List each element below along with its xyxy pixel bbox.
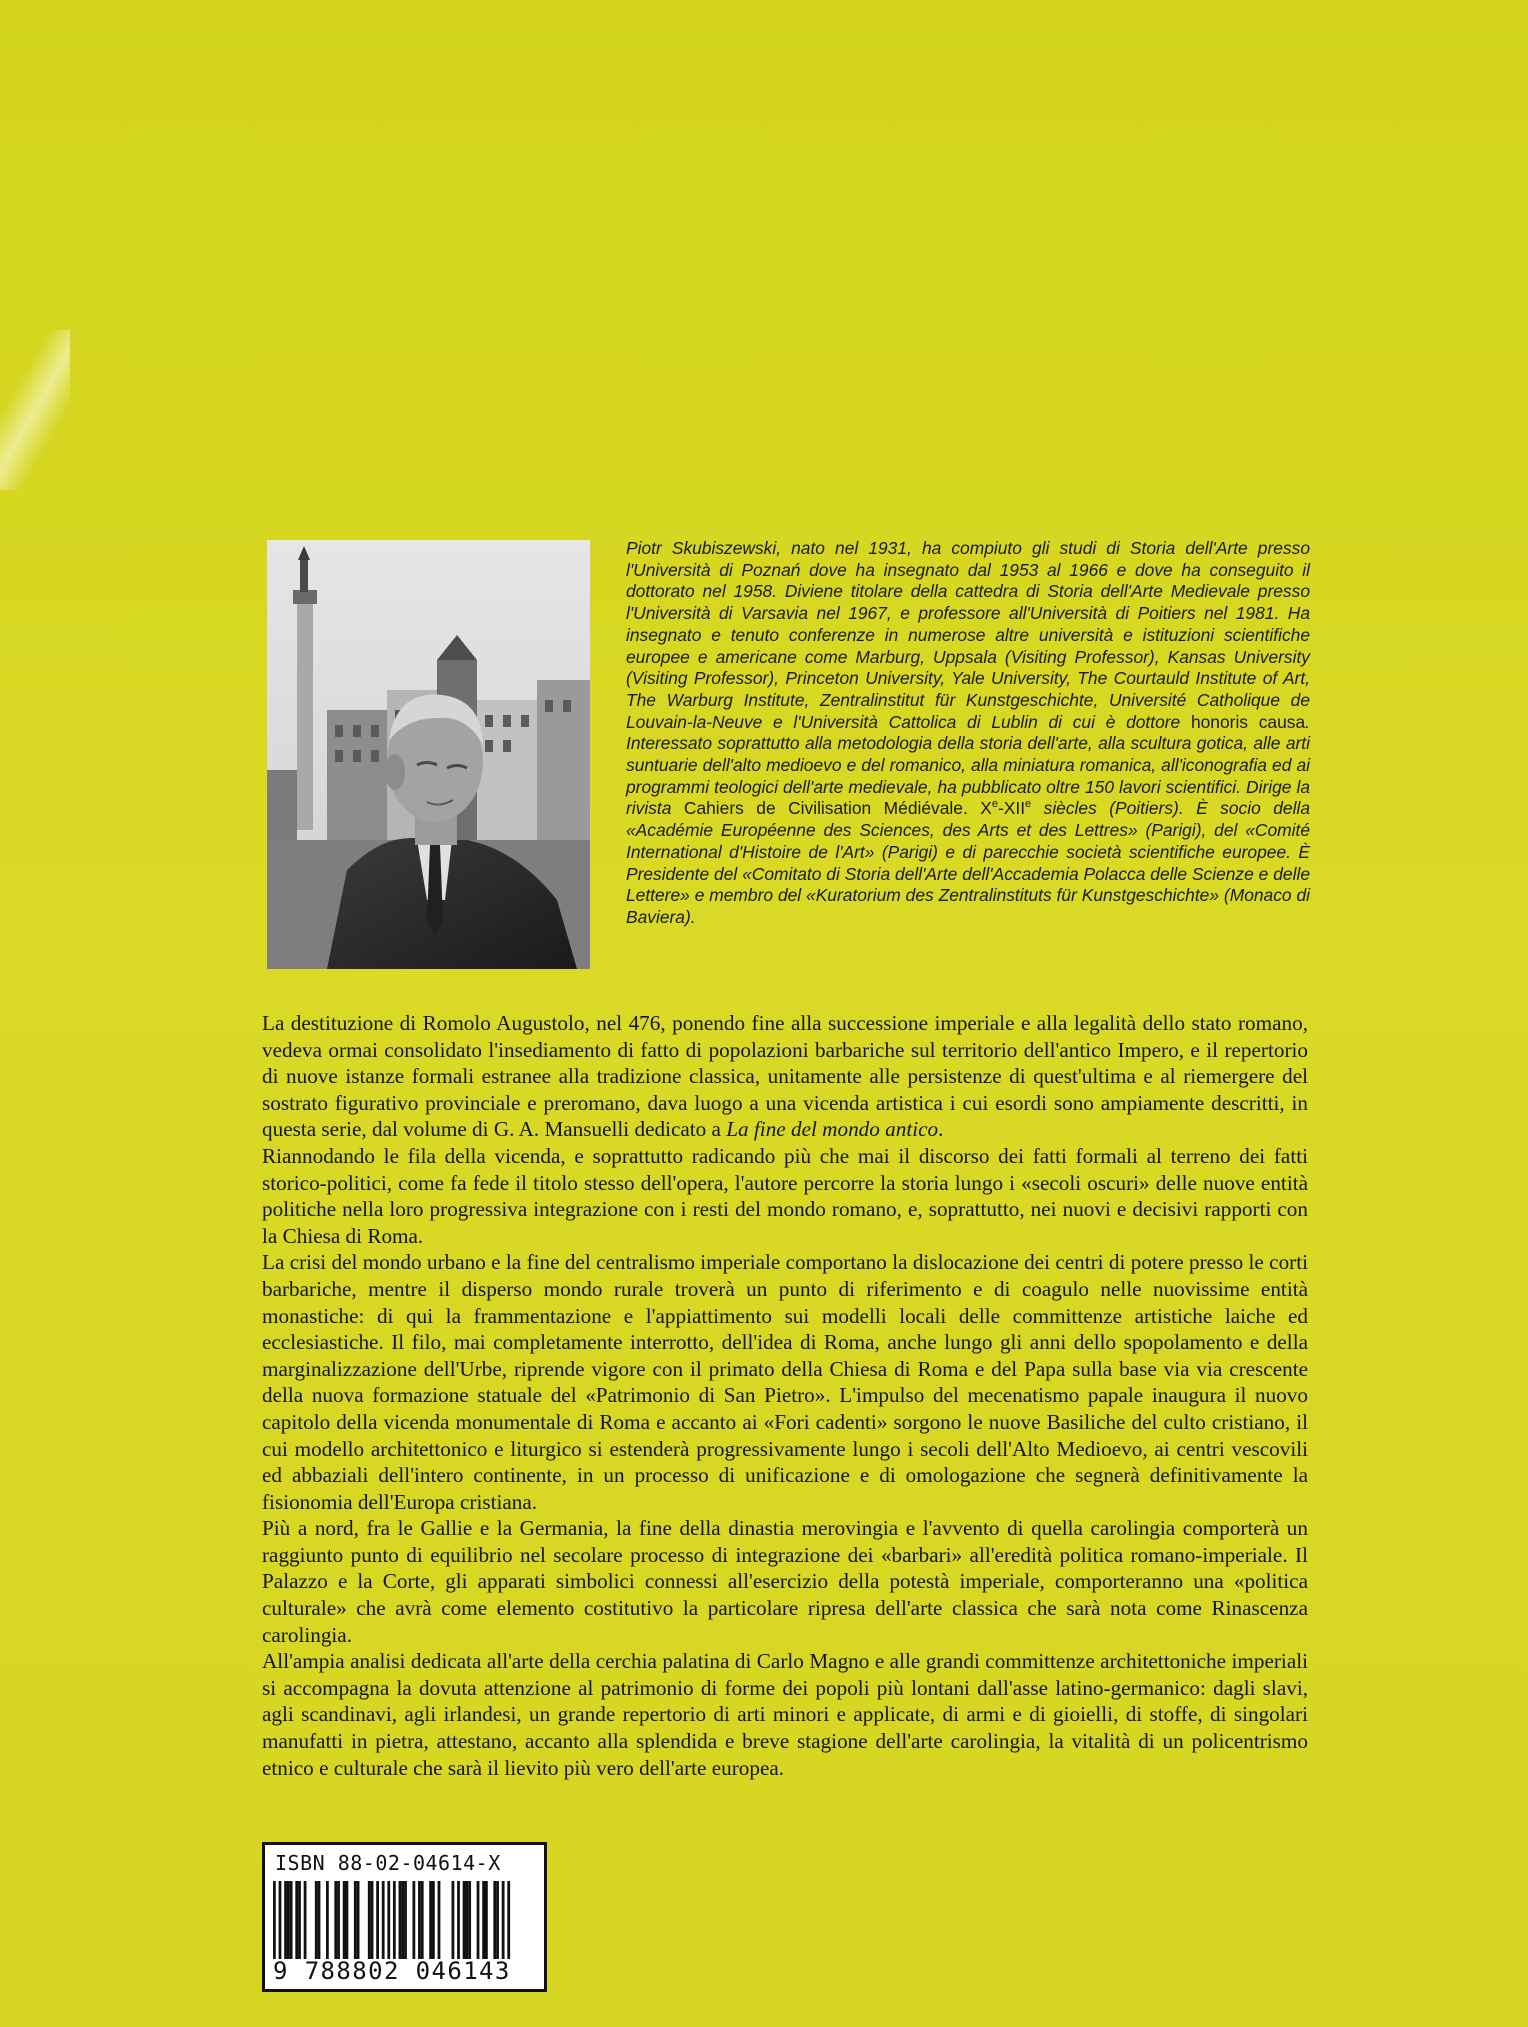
author-portrait-image [267,540,590,969]
barcode-bar [287,1881,290,1959]
barcode-bar [463,1881,466,1959]
barcode-bar [399,1881,402,1959]
barcode-bar [393,1881,396,1959]
barcode-bar [465,1881,468,1959]
author-portrait-photo [267,540,590,969]
barcode-bar [368,1881,371,1959]
barcode-bar [493,1881,496,1959]
description-paragraph-1 [262,1010,1308,1143]
barcode-bar [376,1881,379,1959]
barcode-bar [304,1881,307,1959]
barcode-bar [438,1881,441,1959]
barcode-bar [412,1881,415,1959]
paragraph-1-text: La destituzione di Romolo Augustolo, nel 476, ponendo fine alla successione imperiale e alla legalità dello stato romano, vedeva ormai consolidato l'insediamento di fatto di popolazioni barbariche sul territorio dell'antico Impero, e il repertorio di nuove istanze formali estranee alla tradizione classica, unitamente alle persistenze di quest'ultima e al riemergere del sostrato figurativo provinciale e preromano, dava luogo a una vicenda artistica i cui esordi sono ampiamente descritti, in questa serie, dal volume di G. A. Mansuelli dedicato a [262,1011,1308,1142]
bio-text-2: . Interessato soprattutto alla metodologia della storia dell'arte, alla scultura gotica, alle arti suntuarie dell'alto medioevo e del romanico, alla miniatura romanica, all'iconografia ed ai programmi teologici dell'arte medievale, ha pubblicato oltre 150 lavori scientifici. Dirige la rivista [626,711,1310,819]
barcode-bar [273,1881,276,1959]
barcode-bar [457,1881,460,1959]
author-biography [626,538,1310,929]
barcode-bar [334,1881,337,1959]
barcode-bar [298,1881,301,1959]
barcode-bar [284,1881,287,1959]
book-description [262,1010,1308,1781]
bio-text-3: siècles (Poitiers). È socio della «Académie Européenne des Sciences, des Arts et des Lettres» (Parigi), del «Comité International d'Histoire de l'Art» (Parigi) e di parecchie società scientifiche europee. È Presidente del «Comitato di Storia dell'Arte dell'Accademia Polacca delle Scienze e delle Lettere» e membro del «Kuratorium des Zentralinstituts für Kunstgeschichte» (Monaco di Baviera). [626,798,1310,927]
bio-superscript-2: e [1025,798,1032,811]
barcode-bar [496,1881,499,1959]
barcode-bar [371,1881,374,1959]
barcode-bar [387,1881,390,1959]
barcode-bar [382,1881,385,1959]
cited-volume-title: La fine del mondo antico [726,1117,939,1142]
barcode-bar [477,1881,480,1959]
bio-superscript-1: e [991,798,998,811]
barcode-icon [273,1881,538,1959]
bio-text-1: Piotr Skubiszewski, nato nel 1931, ha compiuto gli studi di Storia dell'Arte presso l'Università di Poznań dove ha insegnato dal 1953 al 1966 e dove ha conseguito il dottorato nel 1958. Diviene titolare della cattedra di Storia dell'Arte Medievale presso l'Università di Varsavia nel 1967, e professore all'Università di Poitiers nel 1981. Ha insegnato e tenuto conferenze in numerose altre università e istituzioni scientifiche europee e americane come Marburg, Uppsala (Visiting Professor), Kansas University (Visiting Professor), Princeton University, Yale University, The Courtauld Institute of Art, The Warburg Institute, Zentralinstitut für Kunstgeschichte, Université Catholique de Louvain-la-Neuve e l'Università Cattolica di Lublin di cui è dottore [626,538,1310,732]
barcode-bar [429,1881,432,1959]
barcode-bar [421,1881,424,1959]
barcode-bar [432,1881,435,1959]
barcode-bar [315,1881,318,1959]
description-paragraph-2: Riannodando le fila della vicenda, e soprattutto radicando più che mai il discorso dei fatti formali al terreno dei fatti storico-politici, come fa fede il titolo stesso dell'opera, l'autore percorre la storia lungo i «secoli oscuri» delle nuove entità politiche nella loro progressiva integrazione con i resti del mondo romano, e, soprattutto, nei nuovi e decisivi rapporti con la Chiesa di Roma. [262,1143,1308,1248]
barcode-bar [354,1881,357,1959]
description-paragraph-5: All'ampia analisi dedicata all'arte della cerchia palatina di Carlo Magno e alle grandi committenze architettoniche imperiali si accompagna la dovuta attenzione al patrimonio di forme dei popoli più lontani dall'asse latino-germanico: dagli slavi, agli scandinavi, agli irlandesi, un grande repertorio di arti minori e applicate, di armi e di gioielli, di stoffe, di singolari manufatti in pietra, attestano, accanto alla splendida e breve stagione dell'arte carolingia, la vitalità di un policentrismo etnico e culturale che sarà il lievito più vero dell'arte europea. [262,1649,1308,1780]
isbn-barcode [262,1842,547,1992]
description-paragraph-4: Più a nord, fra le Gallie e la Germania, la fine della dinastia merovingia e l'avvento di quella carolingia comporterà un raggiunto punto di equilibrio nel secolare processo di integrazione dei «barbari» all'eredità politica romano-imperiale. Il Palazzo e la Corte, gli apparati simbolici connessi all'esercizio della potestà imperiale, comporteranno una «politica culturale» che avrà come elemento costitutivo la particolare ripresa dell'arte classica che sarà nota come Rinascenza carolingia. [262,1516,1308,1647]
barcode-bar [404,1881,407,1959]
description-paragraph-3: La crisi del mondo urbano e la fine del centralismo imperiale comportano la dislocazione dei centri di potere presso le corti barbariche, mentre il disperso mondo rurale troverà un punto di riferimento e di coagulo nelle nuovissime entità monastiche: di qui la frammentazione e l'appiattimento sui modelli locali delle committenze artistiche laiche ed ecclesiastiche. Il filo, mai completamente interrotto, dell'idea di Roma, anche lungo gli anni dello spopolamento e della marginalizzazione dell'Urbe, riprende vigore con il primato della Chiesa di Roma e del Papa sulla base via via crescente della nuova formazione statuale del «Patrimonio di San Pietro». L'impulso del mecenatismo papale inaugura il nuovo capitolo della vicenda monumentale di Roma e accanto ai «Fori cadenti» sorgono le nuove Basiliche del culto cristiano, il cui modello architettonico e liturgico si estenderà progressivamente lungo i secoli dell'Alto Medioevo, ai centri vescovili ed abbaziali dell'intero continente, in un processo di unificazione e di omologazione che segnerà definitivamente la fisionomia dell'Europa cristiana. [262,1250,1308,1514]
barcode-bar [295,1881,298,1959]
barcode-bar [279,1881,282,1959]
isbn-label: ISBN 88-02-04614-X [275,1851,501,1875]
ean-number: 9 788802 046143 [273,1957,511,1985]
barcode-bar [452,1881,455,1959]
barcode-bar [326,1881,329,1959]
barcode-bar [357,1881,360,1959]
barcode-bar [343,1881,346,1959]
barcode-bar [290,1881,293,1959]
barcode-bar [482,1881,485,1959]
bio-journal-century: -XII [997,798,1026,819]
barcode-bar [401,1881,404,1959]
cover-crease [0,330,70,490]
bio-journal-name: Cahiers de Civilisation Médiévale. X [683,798,992,819]
barcode-bars [273,1881,538,1959]
barcode-bar [507,1881,510,1959]
barcode-bar [468,1881,471,1959]
barcode-bar [346,1881,349,1959]
barcode-bar [502,1881,505,1959]
barcode-bar [485,1881,488,1959]
barcode-bar [318,1881,321,1959]
barcode-bar [418,1881,421,1959]
bio-honoris-causa: honoris causa [1190,711,1306,732]
barcode-bar [337,1881,340,1959]
paragraph-1-end: . [938,1117,944,1142]
